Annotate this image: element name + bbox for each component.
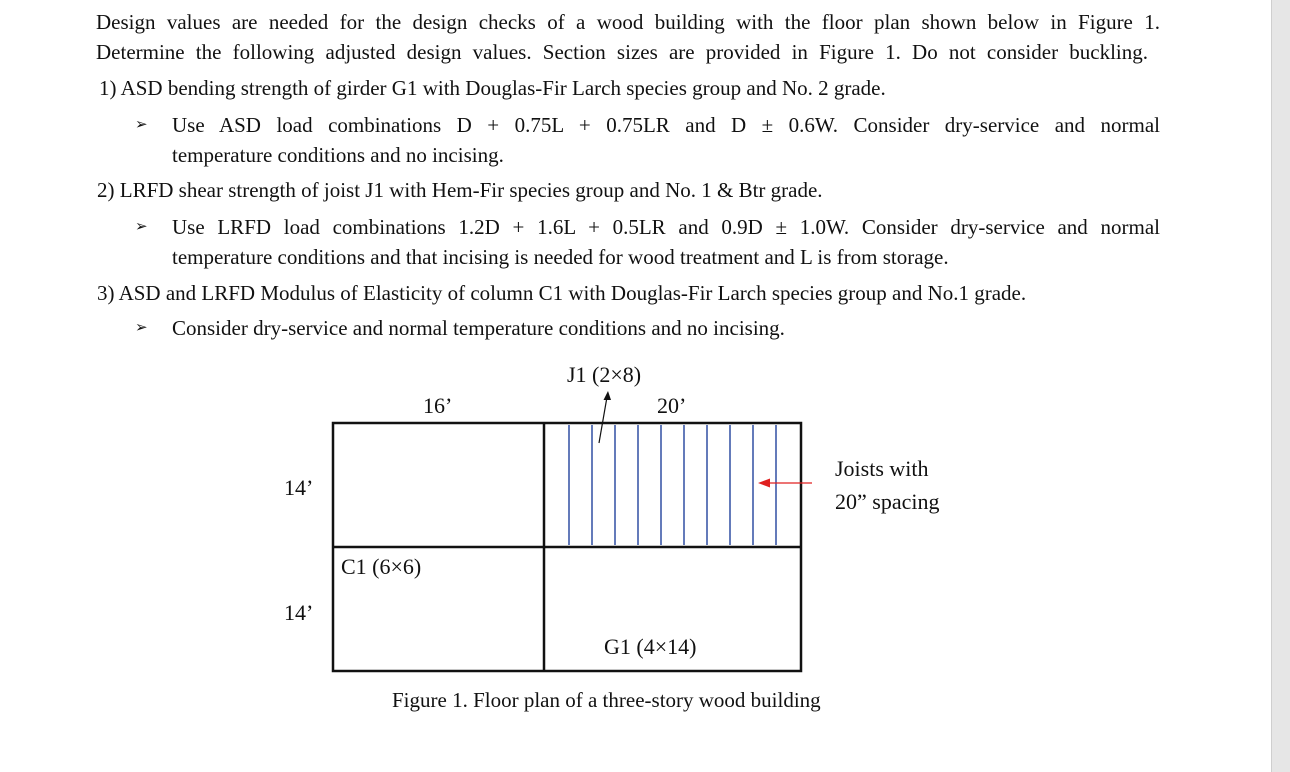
item-3-note-line-1: Consider dry-service and normal temperature conditions and no incising. (172, 316, 785, 340)
bullet-arrow-icon: ➢ (135, 117, 148, 133)
figure-caption: Figure 1. Floor plan of a three-story wood building (392, 688, 821, 712)
intro-line-1: Design values are needed for the design checks of a wood building with the floor plan shown below in Figure 1. (96, 10, 1160, 34)
girder-g1-label: G1 (4×14) (604, 634, 697, 659)
bullet-arrow-icon: ➢ (135, 320, 148, 336)
item-2-text: 2) LRFD shear strength of joist J1 with Hem-Fir species group and No. 1 & Btr grade. (97, 178, 823, 202)
dimension-14ft-top: 14’ (284, 475, 314, 500)
item-1-note-line-2: temperature conditions and no incising. (172, 143, 504, 167)
joist-spacing-note-line-1: Joists with (835, 456, 929, 481)
item-3-text: 3) ASD and LRFD Modulus of Elasticity of column C1 with Douglas-Fir Larch species group and No.1 grade. (97, 281, 1027, 305)
item-1-text: 1) ASD bending strength of girder G1 with Douglas-Fir Larch species group and No. 2 grade. (99, 76, 886, 100)
dimension-20ft: 20’ (657, 393, 687, 418)
bullet-arrow-icon: ➢ (135, 219, 148, 235)
joist-spacing-note-line-2: 20” spacing (835, 489, 940, 514)
item-2-note-line-2: temperature conditions and that incising is needed for wood treatment and L is from storage. (172, 245, 949, 269)
dimension-14ft-bottom: 14’ (284, 600, 314, 625)
intro-line-2: Determine the following adjusted design values. Section sizes are provided in Figure 1. Do not consider buckling. (96, 40, 1148, 64)
j1-leader-line (599, 397, 607, 443)
item-2-note-line-1: Use LRFD load combinations 1.2D + 1.6L + 0.5LR and 0.9D ± 1.0W. Consider dry-service and normal (172, 215, 1160, 239)
spacing-arrowhead-icon (758, 479, 770, 488)
item-1-note-line-1: Use ASD load combinations D + 0.75L + 0.75LR and D ± 0.6W. Consider dry-service and normal (172, 113, 1160, 137)
column-c1-label: C1 (6×6) (341, 554, 422, 579)
joist-lines (569, 425, 776, 545)
j1-arrowhead-icon (604, 391, 612, 400)
dimension-16ft: 16’ (423, 393, 453, 418)
joist-j1-label: J1 (2×8) (567, 362, 642, 387)
